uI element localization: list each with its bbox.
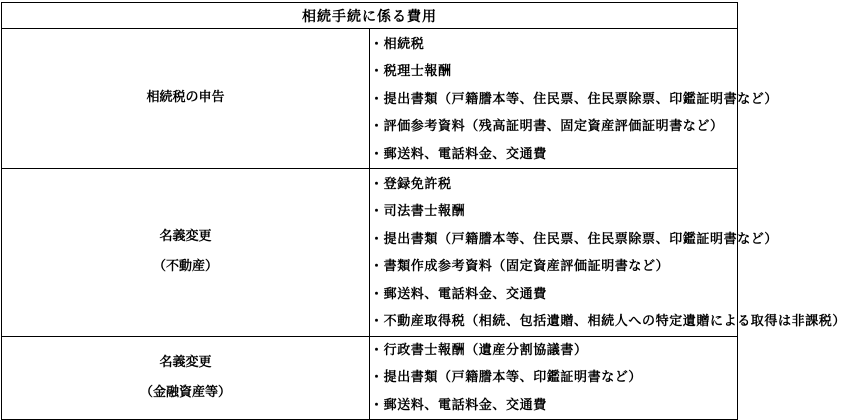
category-sublabel: （金融資産等） (139, 385, 231, 401)
category-label: 名義変更 (159, 355, 212, 371)
list-item: ・評価参考資料（残高証明書、固定資産評価証明書など） (370, 119, 724, 135)
category-cell (2, 29, 370, 169)
category-cell (2, 336, 370, 419)
list-item: ・税理士報酬 (370, 64, 452, 80)
list-item: ・不動産取得税（相続、包括遺贈、相続人への特定遺贈による取得は非課税） (370, 313, 846, 329)
table-title: 相続手続に係る費用 (2, 3, 738, 29)
category-sublabel: （不動産） (152, 259, 218, 275)
title-row (2, 3, 738, 29)
items-cell (370, 29, 779, 169)
items-cell (370, 168, 846, 336)
section-row-financial-assets (2, 336, 738, 419)
list-item: ・登録免許税 (370, 176, 452, 192)
items-cell (370, 336, 738, 419)
category-cell (2, 168, 370, 336)
list-item: ・提出書類（戸籍謄本等、住民票、住民票除票、印鑑証明書など） (370, 231, 779, 247)
category-label: 相続税の申告 (146, 90, 225, 106)
category-label: 名義変更 (159, 229, 212, 245)
cost-table (1, 2, 846, 420)
list-item: ・行政書士報酬（遺産分割協議書） (370, 342, 588, 358)
list-item: ・郵送料、電話料金、交通費 (370, 397, 547, 413)
list-item: ・提出書類（戸籍謄本等、印鑑証明書など） (370, 370, 643, 386)
list-item: ・司法書士報酬 (370, 204, 466, 220)
section-row-inheritance-tax (2, 29, 738, 169)
list-item: ・提出書類（戸籍謄本等、住民票、住民票除票、印鑑証明書など） (370, 91, 779, 107)
list-item: ・書類作成参考資料（固定資産評価証明書など） (370, 259, 670, 275)
list-item: ・相続税 (370, 37, 425, 52)
list-item: ・郵送料、電話料金、交通費 (370, 286, 547, 302)
section-row-real-estate (2, 168, 738, 336)
list-item: ・郵送料、電話料金、交通費 (370, 146, 547, 162)
